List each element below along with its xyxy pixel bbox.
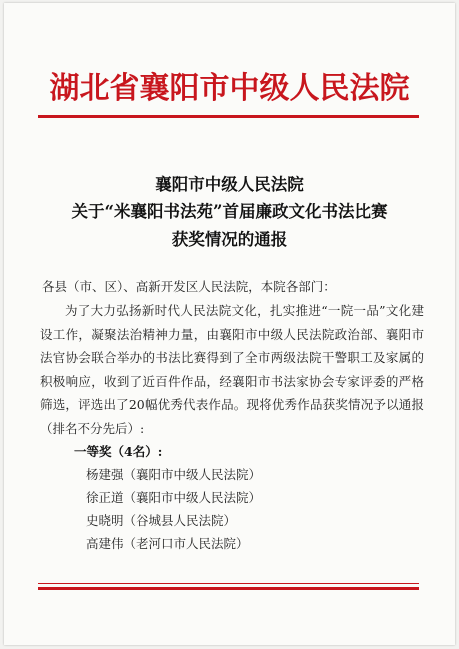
- footer-rule-bottom: [38, 587, 419, 590]
- winner-item: 史晓明（谷城县人民法院）: [86, 513, 237, 528]
- document-page: [4, 3, 455, 645]
- winner-item: 杨建强（襄阳市中级人民法院）: [86, 467, 262, 482]
- body-paragraph: 为了大力弘扬新时代人民法院文化，扎实推进“一院一品”文化建设工作，凝聚法治精神力量，由襄阳市中级人民法院政治部、襄阳市法官协会联合举办的书法比赛得到了全市两级法院干警职工及家属的积极响应，收到了近百件作品，经襄阳市书法家协会专家评委的严格筛选，评选出了20幅优秀代表作品。现将优秀作品获奖情况予以通报（排名不分先后）:: [40, 303, 424, 436]
- notice-title-line-1: 襄阳市中级人民法院: [155, 175, 304, 194]
- masthead-red-rule: [38, 115, 419, 118]
- footer-rule-top: [38, 583, 419, 584]
- salutation: 各县（市、区）、高新开发区人民法院，本院各部门：: [42, 279, 336, 294]
- winner-item: 高建伟（老河口市人民法院）: [86, 536, 249, 551]
- notice-title-line-3: 获奖情况的通报: [171, 230, 288, 249]
- award-heading: 一等奖（4名）:: [74, 444, 163, 459]
- masthead-title: 湖北省襄阳市中级人民法院: [49, 71, 410, 106]
- notice-title-line-2: 关于“米襄阳书法苑”首届廉政文化书法比赛: [71, 202, 388, 221]
- winner-item: 徐正道（襄阳市中级人民法院）: [86, 490, 262, 505]
